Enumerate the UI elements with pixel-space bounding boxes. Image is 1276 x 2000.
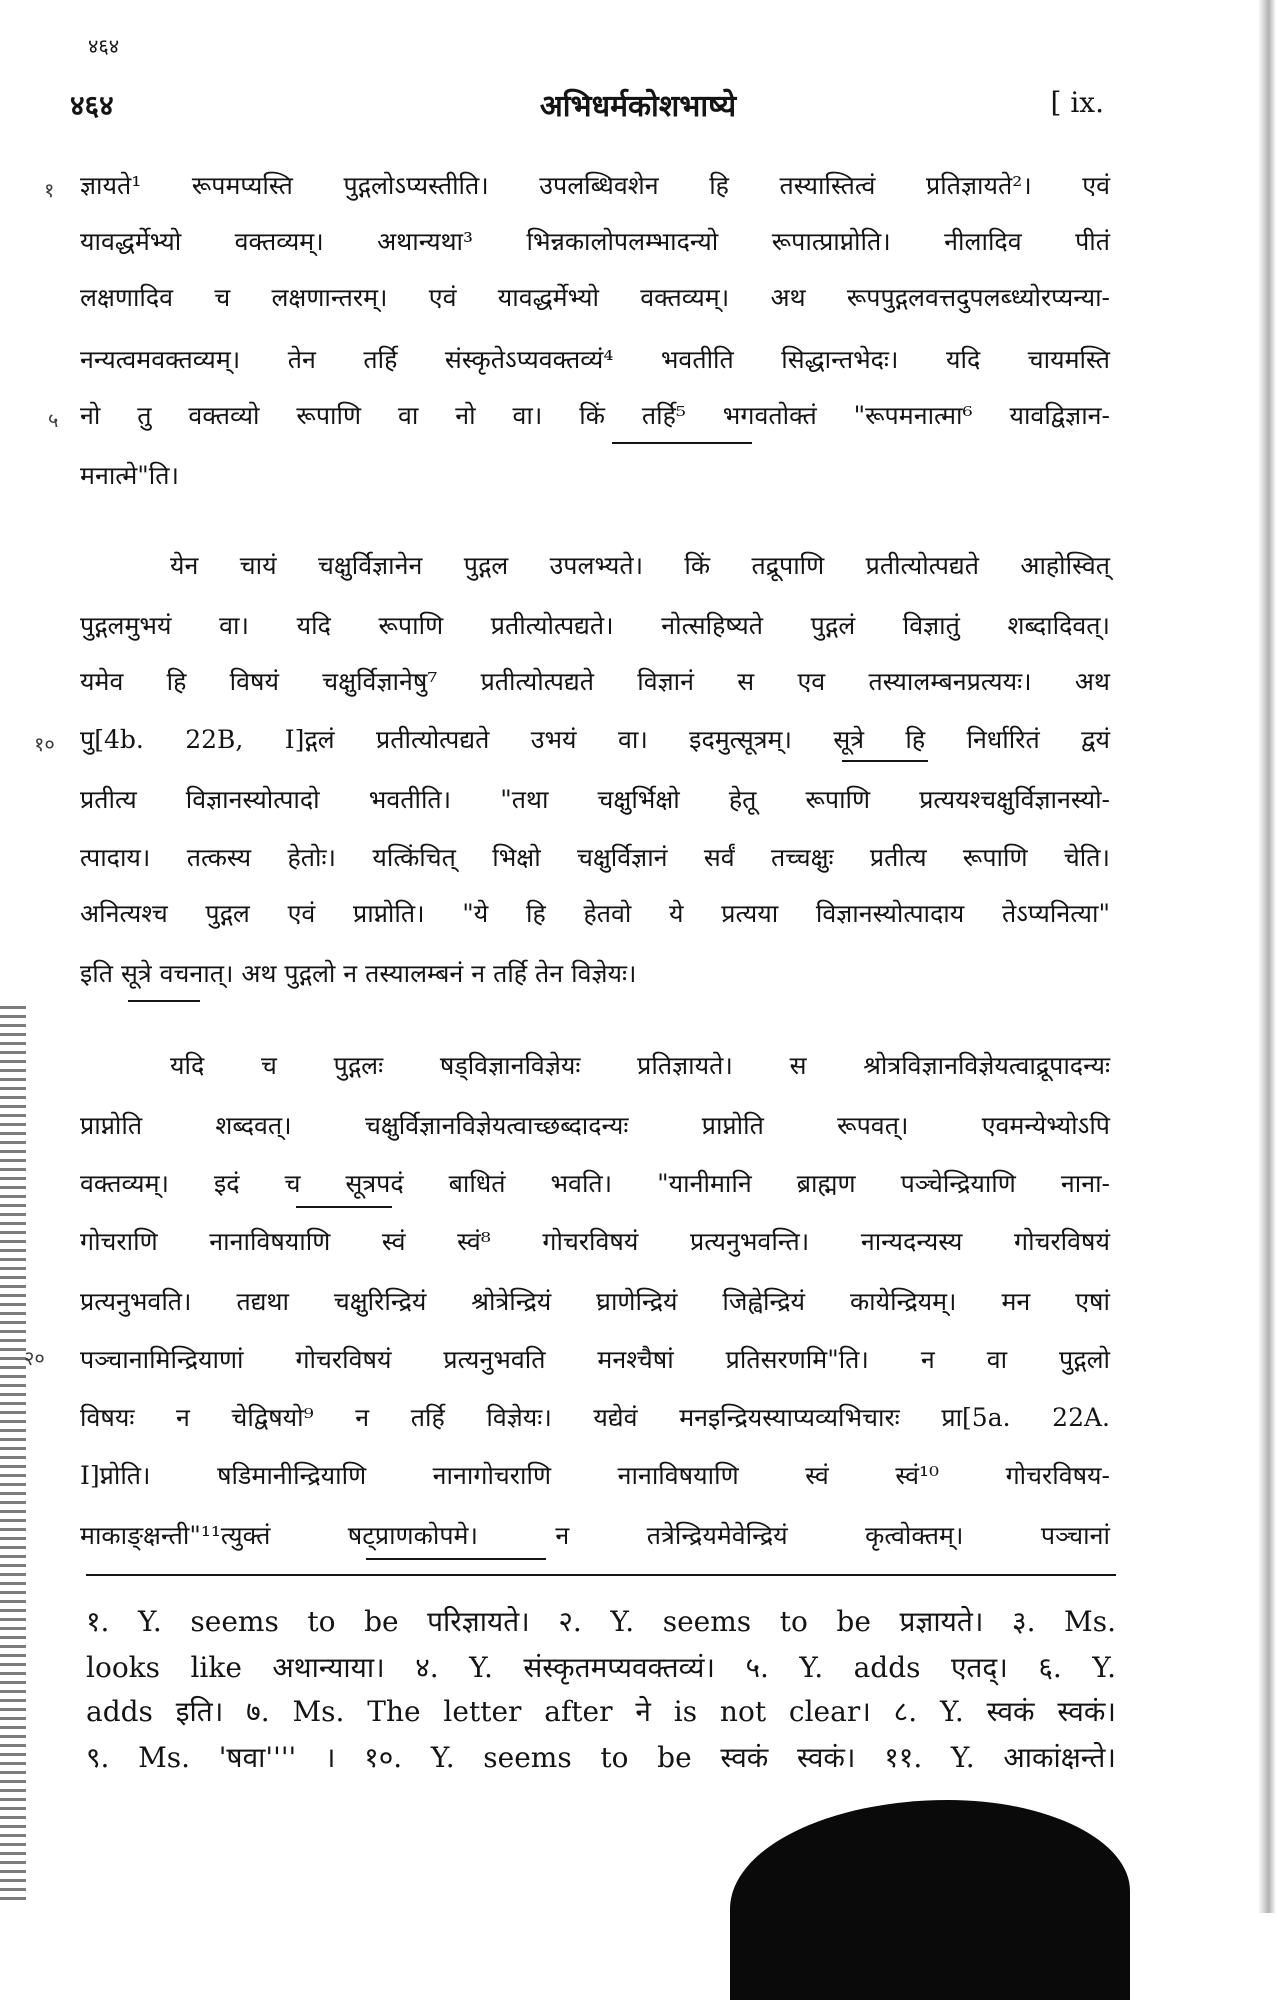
text-line: प्राप्नोति शब्दवत्। चक्षुर्विज्ञानविज्ञेयत्वाच्छब्दादन्यः प्राप्नोति रूपवत्। एवमन्येभ्योऽपि xyxy=(80,1111,1110,1140)
running-title: अभिधर्मकोशभाष्ये xyxy=(539,89,737,124)
underline-mark xyxy=(612,442,752,444)
text-line: अनित्यश्च पुद्गल एवं प्राप्नोति। "ये हि हेतवो ये प्रत्यया विज्ञानस्योत्पादाय तेऽप्यनित्या" xyxy=(80,899,1110,928)
text-line: I]प्नोति। षडिमानीन्द्रियाणि नानागोचराणि नानाविषयाणि स्वं स्वं¹⁰ गोचरविषय- xyxy=(80,1461,1110,1490)
text-line: इति सूत्रे वचनात्। अथ पुद्गलो न तस्यालम्बनं न तर्हि तेन विज्ञेयः। xyxy=(80,959,637,988)
underline-mark xyxy=(296,1206,392,1208)
text-line: पु[4b. 22B, I]द्गलं प्रतीत्योत्पद्यते उभयं वा। इदमुत्सूत्रम्। सूत्रे हि निर्धारितं द्वयं xyxy=(80,725,1110,754)
text-line: येन चायं चक्षुर्विज्ञानेन पुद्गल उपलभ्यते। किं तद्रूपाणि प्रतीत्योत्पद्यते आहोस्वित् xyxy=(170,551,1110,580)
text-line: यमेव हि विषयं चक्षुर्विज्ञानेषु⁷ प्रतीत्योत्पद्यते विज्ञानं स एव तस्यालम्बनप्रत्ययः। अथ xyxy=(80,667,1110,696)
footnote-line: १. Y. seems to be परिज्ञायते। २. Y. seems to be प्रज्ञायते। ३. Ms. xyxy=(86,1605,1116,1638)
text-line: ज्ञायते¹ रूपमप्यस्ति पुद्गलोऽप्यस्तीति। उपलब्धिवशेन हि तस्यास्तित्वं प्रतिज्ञायते²। एवं xyxy=(80,171,1110,200)
text-line: लक्षणादिव च लक्षणान्तरम्। एवं यावद्धर्मेभ्यो वक्तव्यम्। अथ रूपपुद्गलवत्तदुपलब्ध्योरप्यन्या- xyxy=(80,283,1110,312)
text-line: नो तु वक्तव्यो रूपाणि वा नो वा। किं तर्हि⁵ भगवतोक्तं "रूपमनात्मा⁶ यावद्विज्ञान- xyxy=(80,401,1110,430)
underline-mark xyxy=(366,1558,546,1560)
page-number: ४६४ xyxy=(70,89,114,122)
footnote-line: ९. Ms. 'षवा'''' । १०. Y. seems to be स्वकं स्वकं। ११. Y. आकांक्षन्ते। xyxy=(86,1741,1116,1774)
handwritten-page-number: ४६४ xyxy=(88,34,120,58)
underline-mark xyxy=(842,760,928,762)
margin-line-number: २० xyxy=(24,1346,45,1370)
footnote-line: looks like अथान्याया। ४. Y. संस्कृतमप्यवक्तव्यं। ५. Y. adds एतद्। ६. Y. xyxy=(86,1651,1116,1684)
text-line: विषयः न चेद्विषयो⁹ न तर्हि विज्ञेयः। यद्येवं मनइन्द्रियस्याप्यव्यभिचारः प्रा[5a. 22A. xyxy=(80,1403,1110,1432)
ink-blot xyxy=(730,1800,1130,2000)
underline-mark xyxy=(128,1000,200,1002)
scan-edge-left xyxy=(0,1000,26,1900)
text-line: यदि च पुद्गलः षड्विज्ञानविज्ञेयः प्रतिज्ञायते। स श्रोत्रविज्ञानविज्ञेयत्वाद्रूपादन्यः xyxy=(170,1051,1110,1080)
section-marker: [ ix. xyxy=(1050,86,1104,119)
text-line: माकाङ्क्षन्ती"¹¹त्युक्तं षट्प्राणकोपमे। न तत्रेन्द्रियमेवेन्द्रियं कृत्वोक्तम्। पञ्चानां xyxy=(80,1521,1110,1550)
text-line: वक्तव्यम्। इदं च सूत्रपदं बाधितं भवति। "यानीमानि ब्राह्मण पञ्चेन्द्रियाणि नाना- xyxy=(80,1169,1110,1198)
text-line: प्रतीत्य विज्ञानस्योत्पादो भवतीति। "तथा चक्षुर्भिक्षो हेतू रूपाणि प्रत्ययश्चक्षुर्विज्ञानस्यो- xyxy=(80,785,1110,814)
footnote-line: adds इति। ७. Ms. The letter after ने is not clear। ८. Y. स्वकं स्वकं। xyxy=(86,1695,1116,1728)
text-line: गोचराणि नानाविषयाणि स्वं स्वं⁸ गोचरविषयं प्रत्यनुभवन्ति। नान्यदन्यस्य गोचरविषयं xyxy=(80,1227,1110,1256)
text-line: त्पादाय। तत्कस्य हेतोः। यत्किंचित् भिक्षो चक्षुर्विज्ञानं सर्वं तच्चक्षुः प्रतीत्य रूपाणि चेति। xyxy=(80,843,1110,872)
margin-line-number: ५ xyxy=(48,408,59,432)
footnote-rule xyxy=(86,1574,1116,1576)
text-line: नन्यत्वमवक्तव्यम्। तेन तर्हि संस्कृतेऽप्यवक्तव्यं⁴ भवतीति सिद्धान्तभेदः। यदि चायमस्ति xyxy=(80,345,1110,374)
text-line: यावद्धर्मेभ्यो वक्तव्यम्। अथान्यथा³ भिन्नकालोपलम्भादन्यो रूपात्प्राप्नोति। नीलादिव पीतं xyxy=(80,227,1110,256)
text-line: मनात्मे"ति। xyxy=(80,461,179,490)
scan-edge-right xyxy=(1258,0,1276,1913)
text-line: प्रत्यनुभवति। तद्यथा चक्षुरिन्द्रियं श्रोत्रेन्द्रियं घ्राणेन्द्रियं जिह्वेन्द्रियं कायेन्द्रियम्। मन एषां xyxy=(80,1287,1110,1316)
margin-line-number: १० xyxy=(34,732,55,756)
text-line: पञ्चानामिन्द्रियाणां गोचरविषयं प्रत्यनुभवति मनश्चैषां प्रतिसरणमि"ति। न वा पुद्गलो xyxy=(80,1345,1110,1374)
margin-line-number: १ xyxy=(44,178,55,202)
text-line: पुद्गलमुभयं वा। यदि रूपाणि प्रतीत्योत्पद्यते। नोत्सहिष्यते पुद्गलं विज्ञातुं शब्दादिवत्। xyxy=(80,611,1110,640)
